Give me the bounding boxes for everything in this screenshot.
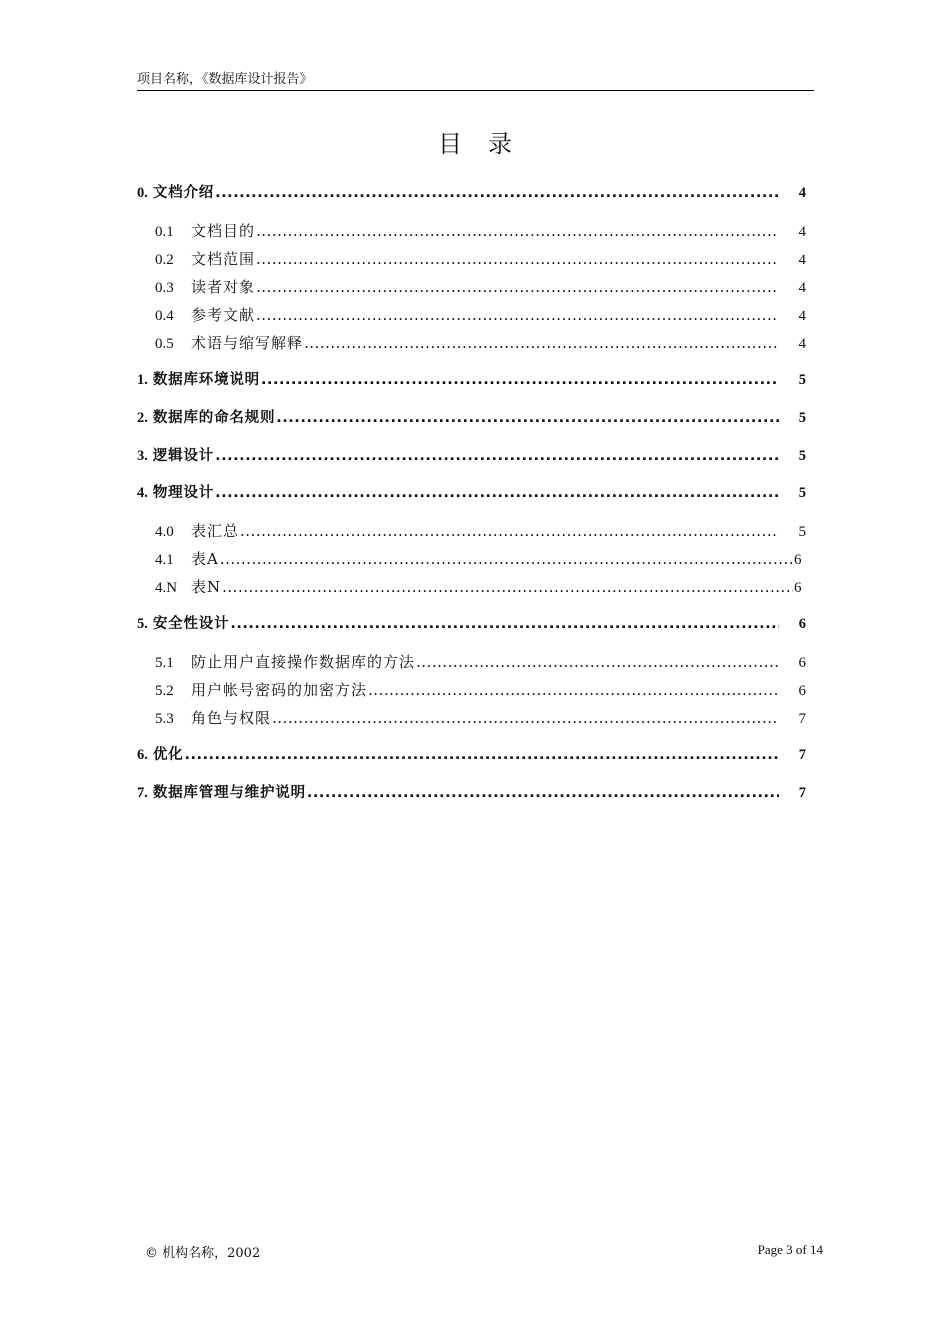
toc-entry-4-0[interactable] <box>137 521 806 542</box>
toc-entry-6[interactable] <box>137 745 806 765</box>
toc-entry-page: 4 <box>798 252 806 268</box>
toc-entry-number: 0. <box>137 185 148 201</box>
toc-entry-page: 4 <box>798 308 806 324</box>
toc-entry-page: 5 <box>798 448 806 464</box>
toc-entry-text: 防止用户直接操作数据库的方法 <box>191 653 416 671</box>
dot-leader <box>184 745 779 765</box>
toc-entry-number: 5.3 <box>155 711 174 727</box>
toc-entry-number: 6. <box>137 747 148 763</box>
toc-entry-2[interactable] <box>137 408 806 428</box>
toc-entry-5-2[interactable] <box>137 680 806 701</box>
toc-title: 目录 <box>438 130 538 158</box>
toc-entry-0-4[interactable] <box>137 305 806 326</box>
toc-entry-number: 5.1 <box>155 655 174 671</box>
dot-leader <box>220 549 793 569</box>
dot-leader <box>261 370 779 390</box>
toc-entry-text: 数据库环境说明 <box>152 372 260 388</box>
toc-entry-3[interactable] <box>137 446 806 466</box>
toc-entry-number: 0.3 <box>155 280 174 296</box>
dot-leader <box>272 708 779 728</box>
toc-entry-text: 表A <box>191 550 219 568</box>
toc-entry-4-1[interactable] <box>137 549 806 570</box>
toc-entry-number: 0.1 <box>155 224 174 240</box>
dot-leader <box>416 652 779 672</box>
footer-copyright: © 机构名称，2002 <box>145 1246 261 1261</box>
toc-entry-text: 表N <box>191 578 222 596</box>
toc-entry-page: 5 <box>798 372 806 388</box>
dot-leader <box>256 277 779 297</box>
dot-leader <box>215 483 779 503</box>
toc-entry-0[interactable] <box>137 183 806 203</box>
toc-entry-7[interactable] <box>137 783 806 803</box>
toc-entry-number: 5.2 <box>155 683 174 699</box>
toc-entry-text: 优化 <box>152 747 184 763</box>
toc-entry-page: 5 <box>798 485 806 501</box>
toc-entry-5-3[interactable] <box>137 708 806 729</box>
toc-entry-page: 6 <box>794 552 802 568</box>
toc-entry-number: 4. <box>137 485 148 501</box>
toc-entry-number: 1. <box>137 372 148 388</box>
toc-entry-text: 安全性设计 <box>152 616 230 632</box>
toc-entry-1[interactable] <box>137 370 806 390</box>
toc-entry-page: 6 <box>798 655 806 671</box>
toc-entry-number: 0.5 <box>155 336 174 352</box>
footer-page-number: Page 3 of 14 <box>757 1242 823 1257</box>
toc-entry-text: 数据库的命名规则 <box>152 410 276 426</box>
toc-entry-5[interactable] <box>137 614 806 634</box>
toc-entry-page: 7 <box>798 747 806 763</box>
toc-entry-page: 6 <box>794 580 802 596</box>
toc-entry-text: 文档目的 <box>191 222 256 240</box>
toc-entry-number: 0.4 <box>155 308 174 324</box>
toc-entry-page: 5 <box>798 524 806 540</box>
toc-entry-0-1[interactable] <box>137 221 806 242</box>
toc-entry-number: 2. <box>137 410 148 426</box>
dot-leader <box>230 614 779 634</box>
dot-leader <box>307 783 779 803</box>
toc-entry-text: 术语与缩写解释 <box>191 334 304 352</box>
toc-entry-page: 7 <box>798 785 806 801</box>
toc-entry-0-3[interactable] <box>137 277 806 298</box>
toc-entry-0-2[interactable] <box>137 249 806 270</box>
toc-entry-number: 7. <box>137 785 148 801</box>
toc-entry-4-n[interactable] <box>137 577 806 598</box>
toc-entry-number: 4.1 <box>155 552 174 568</box>
toc-entry-text: 逻辑设计 <box>152 448 215 464</box>
toc-entry-page: 5 <box>798 410 806 426</box>
page-header: 项目名称，《数据库设计报告》 <box>137 68 814 91</box>
dot-leader <box>240 521 779 541</box>
toc-entry-text: 读者对象 <box>191 278 256 296</box>
toc-entry-text: 文档范围 <box>191 250 256 268</box>
toc-entry-page: 7 <box>798 711 806 727</box>
toc-entry-page: 4 <box>798 336 806 352</box>
toc-entry-page: 6 <box>798 683 806 699</box>
dot-leader <box>304 333 779 353</box>
toc-entry-text: 用户帐号密码的加密方法 <box>191 681 368 699</box>
dot-leader <box>256 305 779 325</box>
dot-leader <box>368 680 779 700</box>
toc-entry-4[interactable] <box>137 483 806 503</box>
toc-entry-text: 角色与权限 <box>191 709 272 727</box>
toc-entry-text: 文档介绍 <box>152 185 215 201</box>
toc-entry-text: 物理设计 <box>152 485 215 501</box>
toc-entry-text: 参考文献 <box>191 306 256 324</box>
toc-entry-number: 5. <box>137 616 148 632</box>
toc-entry-number: 4.N <box>155 580 178 596</box>
dot-leader <box>256 221 779 241</box>
dot-leader <box>215 183 779 203</box>
dot-leader <box>276 408 779 428</box>
dot-leader <box>222 577 793 597</box>
toc-entry-0-5[interactable] <box>137 333 806 354</box>
toc-entry-5-1[interactable] <box>137 652 806 673</box>
dot-leader <box>256 249 779 269</box>
toc-entry-number: 3. <box>137 448 148 464</box>
toc-entry-text: 数据库管理与维护说明 <box>152 785 306 801</box>
dot-leader <box>215 446 779 466</box>
toc-entry-text: 表汇总 <box>191 522 240 540</box>
toc-entry-number: 0.2 <box>155 252 174 268</box>
toc-entry-page: 4 <box>798 280 806 296</box>
toc-entry-page: 4 <box>798 224 806 240</box>
toc-entry-page: 6 <box>798 616 806 632</box>
toc-entry-page: 4 <box>798 185 806 201</box>
toc-entry-number: 4.0 <box>155 524 174 540</box>
